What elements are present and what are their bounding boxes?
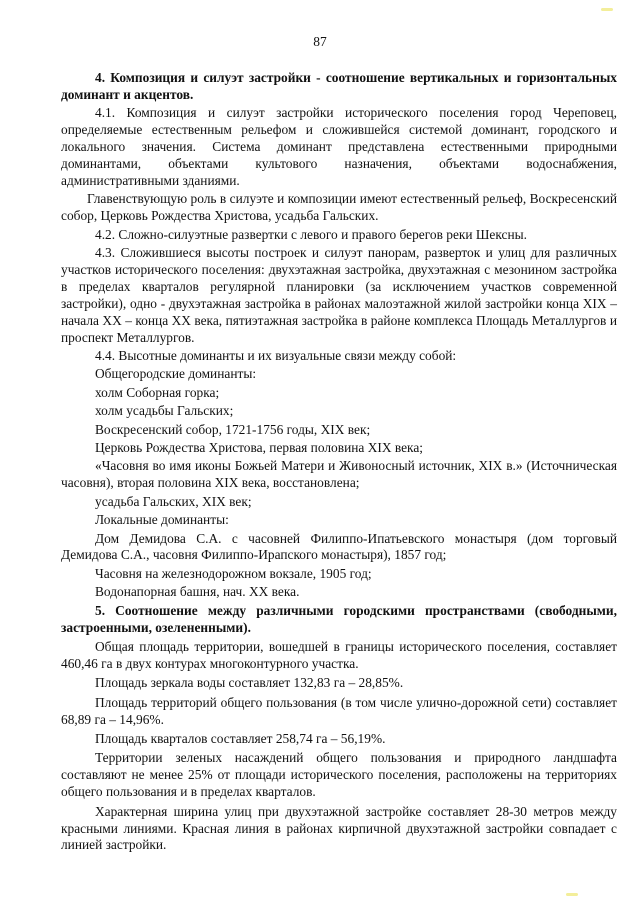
paragraph: Площадь территорий общего пользования (в том числе улично-дорожной сети) составляет 68,89 га – 14,96%. — [61, 694, 617, 727]
paragraph-4-3: 4.3. Сложившиеся высоты построек и силуэт панорам, разверток и улиц для различных участков исторического поселения: двухэтажная застройка, двухэтажная с мезонином застройка в пределах кварталов регулярной планировки (за исключением участков современной застройки), одно - двухэтажная застройка в районах малоэтажной жилой застройки конца XIX – начала XX – конца XX века, пятиэтажная застройка в районе комплекса Площадь Металлургов и проспект Металлургов. — [61, 245, 617, 345]
list-item: Водонапорная башня, нач. XX века. — [95, 584, 300, 600]
list-item: Часовня на железнодорожном вокзале, 1905 год; — [95, 565, 372, 581]
page-body — [61, 70, 617, 854]
list-item: усадьба Гальских, XIX век; — [95, 493, 252, 509]
section-5-heading: 5. Соотношение между различными городскими пространствами (свободными, застроенными, озелененными). — [61, 602, 617, 635]
list-item: Дом Демидова С.А. с часовней Филиппо-Ипатьевского монастыря (дом торговый Демидова С.А., часовня Филиппо-Ирапского монастыря), 1857 год; — [61, 530, 617, 563]
list-item: холм Соборная горка; — [95, 384, 220, 400]
list-item: Церковь Рождества Христова, первая половина XIX века; — [95, 440, 423, 456]
paragraph-4-1: 4.1. Композиция и силуэт застройки исторического поселения город Череповец, определяемые естественным рельефом и сложившейся системой доминант, городского и локального значения. Система доминант представлена естественными природными доминантами, объектами культового назначения, объектами водоснабжения, административными зданиями. — [61, 105, 617, 188]
paragraph-4-4: 4.4. Высотные доминанты и их визуальные связи между собой: — [95, 348, 457, 363]
paragraph: Территории зеленых насаждений общего пользования и природного ландшафта составляют не менее 25% от площади исторического поселения, расположены на территориях общего пользования и в пределах кварталов. — [61, 750, 617, 800]
list-item: холм усадьбы Гальских; — [95, 403, 234, 419]
paragraph: Площадь зеркала воды составляет 132,83 га – 28,85%. — [95, 675, 404, 691]
paragraph-main-role: Главенствующую роль в силуэте и композиции имеют естественный рельеф, Воскресенский собор, Церковь Рождества Христова, усадьба Гальских. — [61, 191, 617, 224]
citywide-dominants-label: Общегородские доминанты: — [95, 366, 257, 382]
paragraph-4-2: 4.2. Сложно-силуэтные развертки с левого и правого берегов реки Шексны. — [95, 226, 527, 242]
section-4-heading: 4. Композиция и силуэт застройки - соотношение вертикальных и горизонтальных доминант и акцентов. — [61, 70, 617, 102]
paragraph: Общая площадь территории, вошедшей в границы исторического поселения, составляет 460,46 га в двух контурах многоконтурного участка. — [61, 639, 617, 671]
list-item: «Часовня во имя иконы Божьей Матери и Живоносный источник, XIX в.» (Источническая часовня), вторая половина XIX века, восстановлена; — [61, 458, 617, 491]
paragraph: Площадь кварталов составляет 258,74 га – 56,19%. — [95, 731, 386, 747]
highlighter-mark — [601, 8, 613, 11]
highlighter-mark — [566, 893, 578, 896]
list-item: Воскресенский собор, 1721-1756 годы, XIX век; — [95, 421, 371, 437]
paragraph: Характерная ширина улиц при двухэтажной застройке составляет 28-30 метров между красными линиями. Красная линия в районах кирпичной двухэтажной застройки совпадает с линией застройки. — [61, 803, 617, 853]
local-dominants-label: Локальные доминанты: — [95, 512, 229, 528]
page-number: 87 — [313, 34, 327, 49]
